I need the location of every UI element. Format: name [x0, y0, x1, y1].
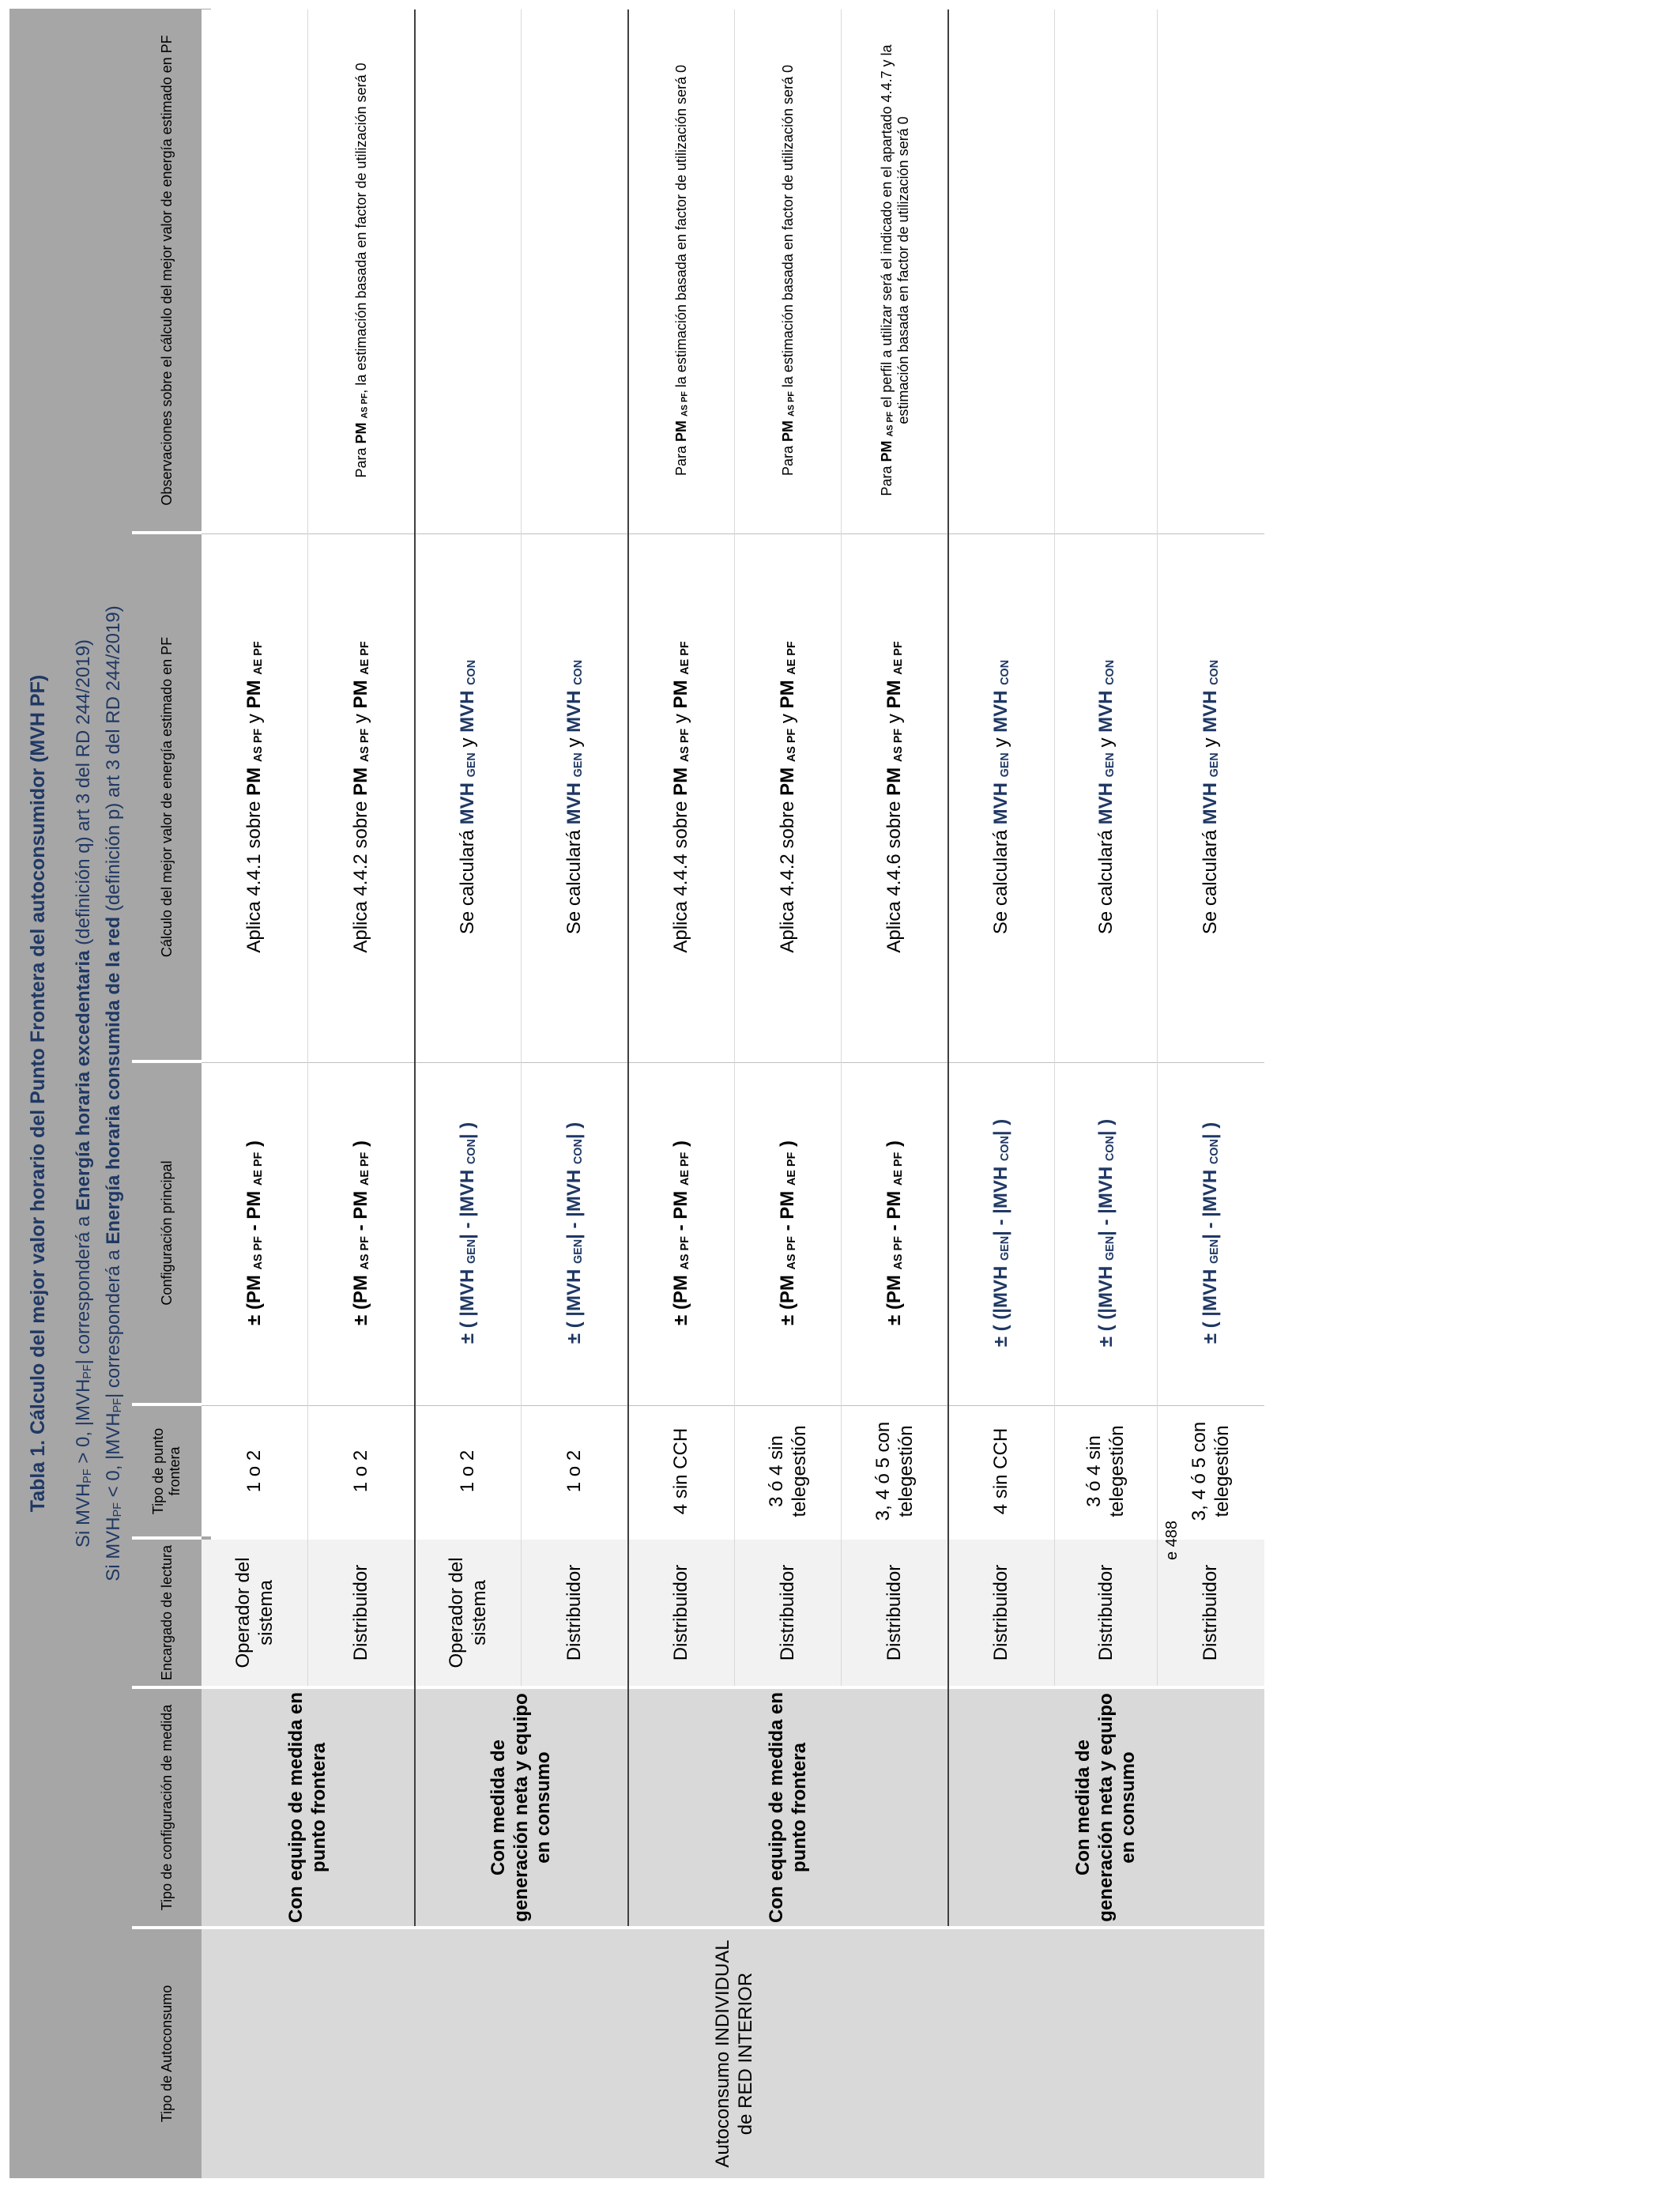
cell-configuracion: ± ( (|MVH $_{GEN}$| - |MVH $_{CON}$| )	[1094, 1118, 1117, 1348]
cell-encargado: Distribuidor	[777, 1564, 799, 1661]
cell-observaciones: Para PM $_{AS PF}$, la estimación basada en factor de utilización será 0	[352, 62, 370, 478]
cell-configuracion: ± ( |MVH $_{GEN}$| - |MVH $_{CON}$| )	[563, 1122, 586, 1344]
cell-observaciones	[522, 9, 628, 531]
cell-calculo: Se calculará MVH $_{GEN}$ y MVH $_{CON}$	[457, 659, 479, 935]
cell-configuracion: ± ( |MVH $_{GEN}$| - |MVH $_{CON}$| )	[457, 1122, 479, 1344]
cell-observaciones	[415, 9, 522, 531]
cell-configuracion: ± (PM $_{AS PF}$ - PM $_{AE PF}$ )	[883, 1140, 906, 1325]
cell-calculo: Aplica 4.4.6 sobre PM $_{AS PF}$ y PM $_{AE PF}$	[883, 641, 906, 953]
cell-configuracion: ± ( (|MVH $_{GEN}$| - |MVH $_{CON}$| )	[990, 1118, 1012, 1348]
cell-tipo-punto: 1 o 2	[457, 1449, 479, 1493]
group-label-3: Con equipo de medida en punto frontera	[765, 1691, 810, 1924]
cell-observaciones	[1055, 9, 1158, 531]
group-label-1: Con equipo de medida en punto frontera	[285, 1691, 330, 1924]
cell-configuracion: ± ( |MVH $_{GEN}$| - |MVH $_{CON}$| )	[1200, 1122, 1222, 1344]
cell-tipo-punto: 3 ó 4 sin telegestión	[1083, 1425, 1128, 1517]
subtitle-line-2: Si $MVH_{PF} < 0$, $|MVH_{PF}|$ corresponderá a Energía horaria consumida de la red (definición p) art 3 del RD 244/2019)	[103, 605, 125, 1581]
col-header-calculo: Cálculo del mejor valor de energía estimado en PF	[132, 534, 202, 1060]
cell-calculo: Aplica 4.4.2 sobre PM $_{AS PF}$ y PM $_{AE PF}$	[350, 641, 372, 953]
cell-calculo: Se calculará MVH $_{GEN}$ y MVH $_{CON}$	[990, 659, 1012, 935]
cell-encargado: Distribuidor	[670, 1564, 692, 1661]
cell-encargado: Distribuidor	[883, 1564, 906, 1661]
cell-tipo-punto: 1 o 2	[563, 1449, 586, 1493]
cell-calculo: Aplica 4.4.1 sobre PM $_{AS PF}$ y PM $_{AE PF}$	[243, 641, 266, 953]
cell-tipo-punto: 1 o 2	[350, 1449, 372, 1493]
cell-tipo-punto: 4 sin CCH	[990, 1427, 1012, 1515]
cell-encargado: Operador del sistema	[232, 1557, 277, 1668]
cell-calculo: Se calculará MVH $_{GEN}$ y MVH $_{CON}$	[1094, 659, 1117, 935]
col-gap	[132, 1060, 202, 1063]
cell-configuracion: ± (PM $_{AS PF}$ - PM $_{AE PF}$ )	[777, 1140, 799, 1325]
tipo-autoconsumo-label: Autoconsumo INDIVIDUAL de RED INTERIOR	[711, 1940, 756, 2168]
group-label-4: Con medida de generación neta y equipo en consumo	[1072, 1693, 1139, 1922]
col-header-tipo-configuracion: Tipo de configuración de medida	[132, 1689, 202, 1926]
cell-tipo-punto: 4 sin CCH	[670, 1427, 692, 1515]
cell-encargado: Distribuidor	[350, 1564, 372, 1661]
col-header-tipo-autoconsumo: Tipo de Autoconsumo	[132, 1929, 202, 2178]
col-header-encargado: Encargado de lectura	[132, 1540, 202, 1686]
cell-calculo: Aplica 4.4.4 sobre PM $_{AS PF}$ y PM $_{AE PF}$	[670, 641, 692, 953]
col-header-configuracion: Configuración principal	[132, 1063, 202, 1403]
cell-calculo: Aplica 4.4.2 sobre PM $_{AS PF}$ y PM $_{AE PF}$	[777, 641, 799, 953]
cell-tipo-punto: 3, 4 ó 5 con telegestión	[1188, 1421, 1233, 1521]
table-title: Tabla 1. Cálculo del mejor valor horario del Punto Frontera del autoconsumidor (MVH PF)	[27, 674, 49, 1513]
cell-encargado: Distribuidor	[990, 1564, 1012, 1661]
cell-observaciones	[1158, 9, 1264, 531]
col-gap	[132, 531, 202, 534]
cell-encargado: Operador del sistema	[445, 1557, 490, 1668]
cell-calculo: Se calculará MVH $_{GEN}$ y MVH $_{CON}$	[563, 659, 586, 935]
col-header-tipo-punto: Tipo de punto frontera	[132, 1406, 202, 1536]
col-gap	[132, 1403, 202, 1406]
subtitle-line-1: Si $MVH_{PF} > 0$, $|MVH_{PF}|$ corresponderá a Energía horaria excedentaria (definición q) art 3 del RD 244/2019)	[73, 639, 95, 1548]
cell-configuracion: ± (PM $_{AS PF}$ - PM $_{AE PF}$ )	[243, 1140, 266, 1325]
cell-observaciones: Para PM $_{AS PF}$ la estimación basada en factor de utilización será 0	[672, 64, 690, 477]
cell-encargado: Distribuidor	[1200, 1564, 1222, 1661]
cell-observaciones: Para PM $_{AS PF}$ el perfil a utilizar será el indicado en el apartado 4.4.7 y la estimación basada en factor de utilización será 0	[878, 44, 911, 496]
group-label-2: Con medida de generación neta y equipo en consumo	[487, 1693, 555, 1922]
col-gap	[132, 1536, 202, 1540]
cell-observaciones: Para PM $_{AS PF}$ la estimación basada en factor de utilización será 0	[779, 64, 797, 477]
cell-observaciones	[202, 9, 308, 531]
cell-configuracion: ± (PM $_{AS PF}$ - PM $_{AE PF}$ )	[670, 1140, 692, 1325]
cell-encargado: Distribuidor	[563, 1564, 586, 1661]
cell-tipo-punto: 1 o 2	[243, 1449, 266, 1493]
col-header-observaciones: Observaciones sobre el cálculo del mejor valor de energía estimado en PF	[132, 9, 202, 531]
cell-encargado: Distribuidor	[1094, 1564, 1117, 1661]
cell-calculo: Se calculará MVH $_{GEN}$ y MVH $_{CON}$	[1200, 659, 1222, 935]
cell-configuracion: ± (PM $_{AS PF}$ - PM $_{AE PF}$ )	[350, 1140, 372, 1325]
cell-tipo-punto: 3 ó 4 sin telegestión	[765, 1425, 810, 1517]
cell-observaciones	[948, 9, 1055, 531]
stray-text: e 488	[1163, 1520, 1181, 1560]
cell-tipo-punto: 3, 4 ó 5 con telegestión	[872, 1421, 917, 1521]
